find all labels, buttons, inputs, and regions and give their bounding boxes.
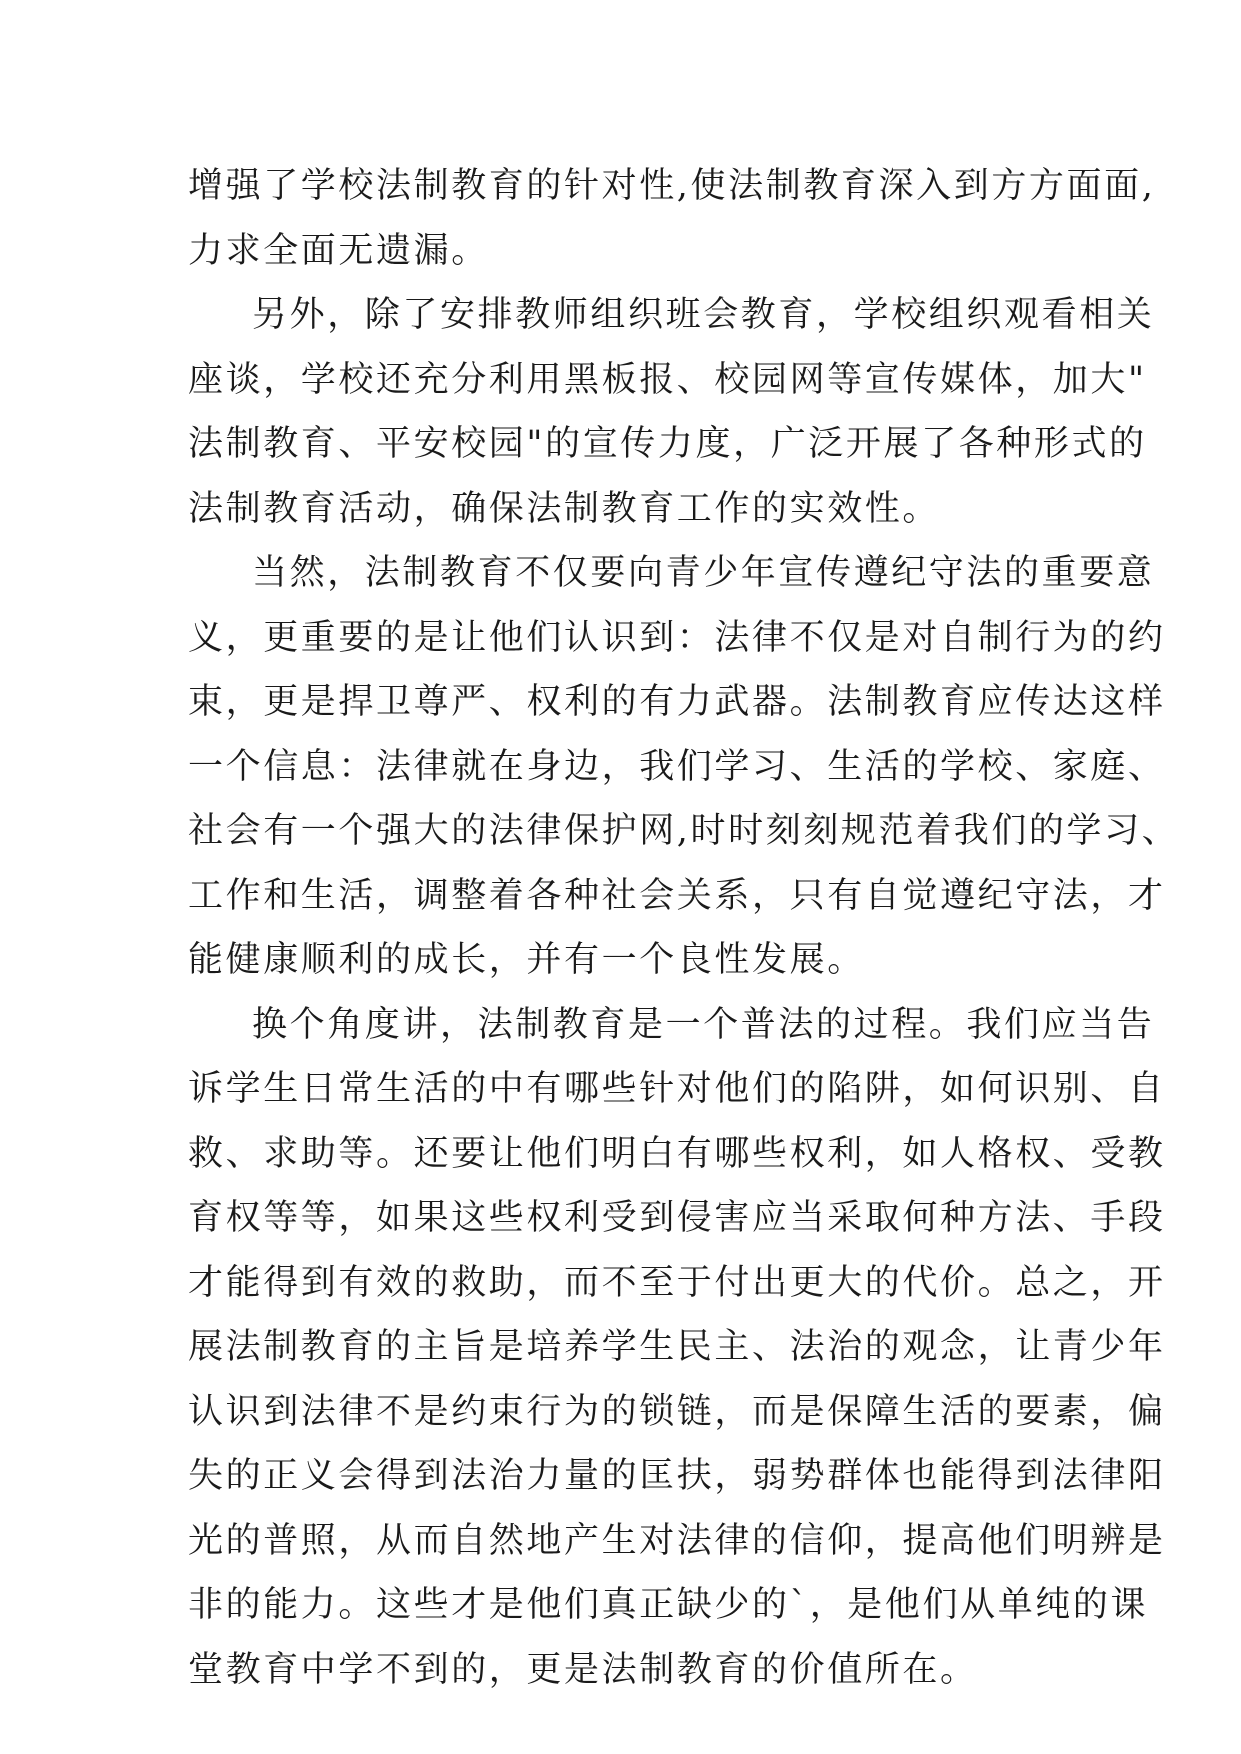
- text-line: 才能得到有效的救助，而不至于付出更大的代价。总之，开: [188, 1262, 1166, 1303]
- document-body: [188, 154, 1180, 1702]
- text-line: 座谈，学校还充分利用黑板报、校园网等宣传媒体，加大": [188, 359, 1147, 400]
- text-line: 诉学生日常生活的中有哪些针对他们的陷阱，如何识别、自: [188, 1069, 1166, 1109]
- text-line: 工作和生活，调整着各种社会关系，只有自觉遵纪守法，才: [188, 875, 1166, 916]
- text-line: 法制教育、平安校园"的宣传力度，广泛开展了各种形式的: [188, 424, 1147, 464]
- text-line: 力求全面无遗漏。: [188, 230, 489, 271]
- text-line: 增强了学校法制教育的针对性,使法制教育深入到方方面面,: [188, 166, 1156, 206]
- text-line: 另外，除了安排教师组织班会教育，学校组织观看相关: [252, 295, 1155, 335]
- text-line: 育权等等，如果这些权利受到侵害应当采取何种方法、手段: [188, 1198, 1166, 1238]
- text-line: 义，更重要的是让他们认识到：法律不仅是对自制行为的约: [188, 617, 1166, 658]
- paragraph-3: [188, 541, 1180, 993]
- text-line: 法制教育活动，确保法制教育工作的实效性。: [188, 488, 941, 529]
- text-line: 光的普照，从而自然地产生对法律的信仰，提高他们明辨是: [188, 1520, 1166, 1561]
- text-line: 束，更是捍卫尊严、权利的有力武器。法制教育应传达这样: [188, 682, 1166, 722]
- text-line: 失的正义会得到法治力量的匡扶，弱势群体也能得到法律阳: [188, 1456, 1166, 1496]
- text-line: 一个信息：法律就在身边，我们学习、生活的学校、家庭、: [188, 746, 1166, 787]
- text-line: 社会有一个强大的法律保护网,时时刻刻规范着我们的学习、: [188, 811, 1180, 851]
- paragraph-1: [188, 154, 1156, 283]
- paragraph-4: [188, 993, 1166, 1703]
- text-line: 非的能力。这些才是他们真正缺少的`，是他们从单纯的课: [188, 1585, 1149, 1625]
- text-line: 当然，法制教育不仅要向青少年宣传遵纪守法的重要意: [252, 553, 1155, 593]
- text-line: 认识到法律不是约束行为的锁链，而是保障生活的要素，偏: [188, 1391, 1166, 1432]
- text-line: 能健康顺利的成长，并有一个良性发展。: [188, 940, 865, 980]
- text-line: 展法制教育的主旨是培养学生民主、法治的观念，让青少年: [188, 1327, 1166, 1367]
- paragraph-2: [188, 283, 1155, 541]
- text-line: 堂教育中学不到的，更是法制教育的价值所在。: [188, 1649, 978, 1690]
- text-line: 救、求助等。还要让他们明白有哪些权利，如人格权、受教: [188, 1133, 1166, 1174]
- text-line: 换个角度讲，法制教育是一个普法的过程。我们应当告: [252, 1004, 1155, 1045]
